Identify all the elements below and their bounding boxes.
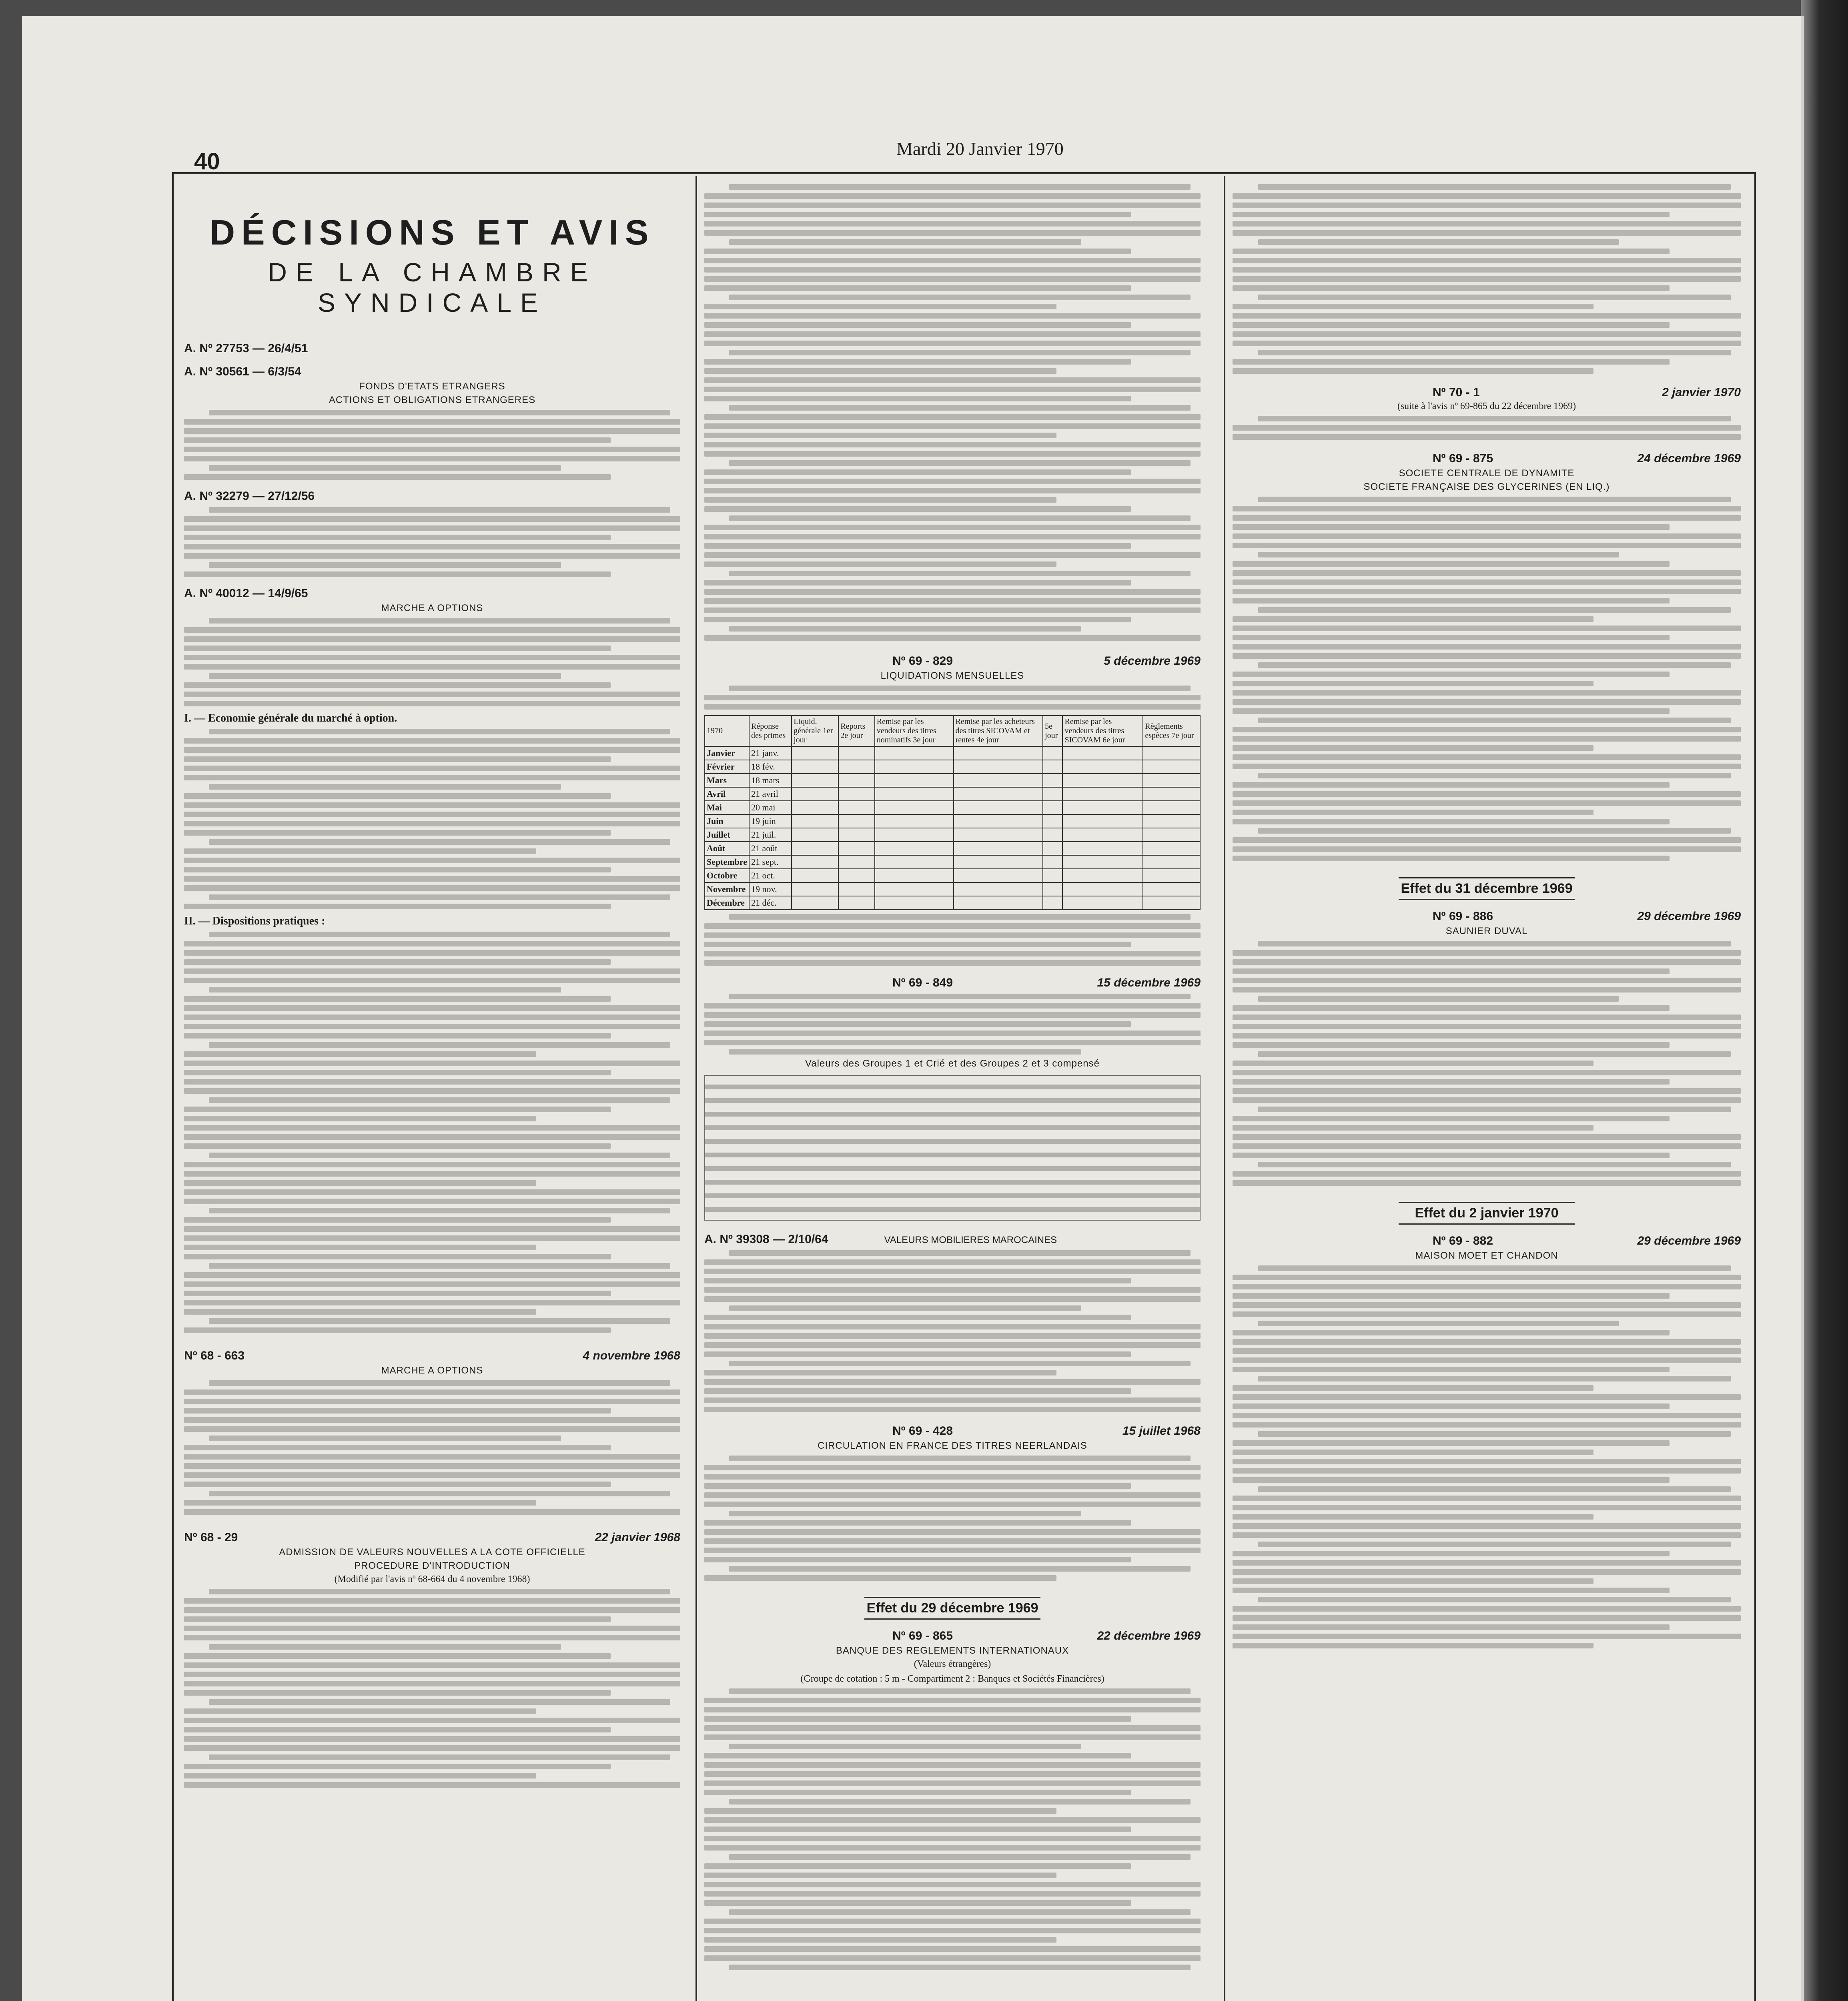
- table-cell: [1062, 801, 1143, 814]
- notice-number: Nº 69 - 886: [1433, 910, 1493, 923]
- table-cell: [792, 814, 838, 828]
- table-cell: [838, 882, 875, 896]
- table-cell: [792, 774, 838, 787]
- table-cell: [792, 828, 838, 842]
- table-cell: [1143, 801, 1200, 814]
- body-text: [184, 1380, 680, 1515]
- notice-number: Nº 69 - 882: [1433, 1234, 1493, 1247]
- table-cell: [838, 855, 875, 869]
- table-cell: [792, 746, 838, 760]
- body-text: [184, 1589, 680, 1788]
- liquidation-table: [704, 715, 1201, 910]
- table-cell: [1062, 760, 1143, 774]
- table-cell: [838, 869, 875, 882]
- body-text: [1233, 497, 1741, 861]
- table-cell: [875, 828, 954, 842]
- table-cell: [954, 801, 1043, 814]
- table-row: [705, 842, 1200, 855]
- body-text: [184, 729, 680, 909]
- notice-date: 2 janvier 1970: [1662, 386, 1741, 399]
- section-heading: II. — Dispositions pratiques :: [184, 915, 325, 927]
- body-text: [1233, 184, 1741, 374]
- notice-number: Nº 69 - 428: [892, 1424, 953, 1438]
- notice-date: 24 décembre 1969: [1637, 452, 1741, 465]
- month-cell: Octobre: [705, 869, 749, 882]
- notice-caption: SOCIETE CENTRALE DE DYNAMITE: [1399, 468, 1575, 479]
- notice-ref: A. Nº 27753 — 26/4/51: [184, 342, 308, 355]
- table-cell: [954, 842, 1043, 855]
- table-cell: [1143, 746, 1200, 760]
- table-cell: [838, 814, 875, 828]
- column-2: [704, 180, 1201, 1974]
- table-cell: [1043, 787, 1062, 801]
- table-cell: [1143, 869, 1200, 882]
- notice-date: 29 décembre 1969: [1637, 910, 1741, 923]
- dates-table: [704, 1075, 1201, 1221]
- table-cell: [838, 828, 875, 842]
- table-cell: [792, 787, 838, 801]
- notice-number: Nº 69 - 865: [892, 1629, 953, 1642]
- effective-date-heading: Effet du 29 décembre 1969: [864, 1597, 1040, 1620]
- table-cell: [875, 896, 954, 910]
- table-header-cell: Règlements espèces 7e jour: [1143, 716, 1200, 746]
- notice-number: Nº 68 - 29: [184, 1531, 238, 1544]
- body-text: [704, 994, 1201, 1055]
- table-cell: [838, 774, 875, 787]
- table-header-cell: Reports 2e jour: [838, 716, 875, 746]
- effective-date-heading: Effet du 31 décembre 1969: [1399, 877, 1575, 900]
- premium-date-cell: 20 mai: [749, 801, 792, 814]
- table-cell: [1143, 896, 1200, 910]
- table-cell: [1043, 760, 1062, 774]
- table-cell: [954, 814, 1043, 828]
- table-cell: [838, 801, 875, 814]
- body-text: [184, 410, 680, 480]
- table-cell: [1143, 855, 1200, 869]
- body-text: [704, 1250, 1201, 1412]
- table-header-cell: 5e jour: [1043, 716, 1062, 746]
- notice-caption: SOCIETE FRANÇAISE DES GLYCERINES (EN LIQ.): [1363, 481, 1610, 492]
- table-cell: [1043, 746, 1062, 760]
- month-cell: Mars: [705, 774, 749, 787]
- table-cell: [1062, 746, 1143, 760]
- table-cell: [1062, 828, 1143, 842]
- issue-date: Mardi 20 Janvier 1970: [896, 138, 1064, 159]
- notice-ref: [184, 1531, 680, 1544]
- month-cell: Août: [705, 842, 749, 855]
- column-1: [184, 180, 680, 1791]
- table-row: [705, 814, 1200, 828]
- table-header-cell: Réponse des primes: [749, 716, 792, 746]
- body-text: [184, 507, 680, 577]
- month-cell: Juillet: [705, 828, 749, 842]
- notice-subcaption: (Modifié par l'avis nº 68-664 du 4 novembre 1968): [334, 1574, 530, 1584]
- body-text: [1233, 416, 1741, 440]
- notice-ref: [1233, 910, 1741, 923]
- notice-caption: PROCEDURE D'INTRODUCTION: [354, 1560, 510, 1571]
- table-cell: [954, 828, 1043, 842]
- premium-date-cell: 21 août: [749, 842, 792, 855]
- table-header-cell: 1970: [705, 716, 749, 746]
- notice-ref: [1233, 386, 1741, 399]
- table-cell: [838, 896, 875, 910]
- notice-date: 22 janvier 1968: [595, 1531, 680, 1544]
- notice-ref: [704, 976, 1201, 990]
- notice-caption: SAUNIER DUVAL: [1445, 926, 1528, 936]
- notice-ref: [704, 1424, 1201, 1438]
- notice-date: 29 décembre 1969: [1637, 1234, 1741, 1247]
- notice-number: Nº 70 - 1: [1433, 386, 1480, 399]
- premium-date-cell: 21 janv.: [749, 746, 792, 760]
- notice-caption: CIRCULATION EN FRANCE DES TITRES NEERLANDAIS: [818, 1440, 1087, 1451]
- table-cell: [875, 760, 954, 774]
- table-cell: [1062, 842, 1143, 855]
- table-row: [705, 882, 1200, 896]
- notice-ref: A. Nº 32279 — 27/12/56: [184, 489, 315, 503]
- column-rule-2: [1224, 176, 1225, 2001]
- table-cell: [1062, 882, 1143, 896]
- column-3: [1233, 180, 1741, 1652]
- table-header-cell: Remise par les vendeurs des titres nominatifs 3e jour: [875, 716, 954, 746]
- table-cell: [1062, 814, 1143, 828]
- month-cell: Janvier: [705, 746, 749, 760]
- notice-number: Nº 69 - 875: [1433, 452, 1493, 465]
- table-cell: [1062, 774, 1143, 787]
- table-cell: [954, 882, 1043, 896]
- table-cell: [954, 746, 1043, 760]
- body-text: [1233, 941, 1741, 1186]
- month-cell: Février: [705, 760, 749, 774]
- table-cell: [792, 882, 838, 896]
- notice-ref: A. Nº 30561 — 6/3/54: [184, 365, 301, 378]
- premium-date-cell: 21 juil.: [749, 828, 792, 842]
- table-cell: [838, 842, 875, 855]
- table-row: [705, 869, 1200, 882]
- notice-number: A. Nº 39308 — 2/10/64: [704, 1233, 828, 1246]
- month-cell: Novembre: [705, 882, 749, 896]
- notice-ref: [1233, 1234, 1741, 1248]
- notice-ref: [1233, 452, 1741, 465]
- notice-caption: ADMISSION DE VALEURS NOUVELLES A LA COTE OFFICIELLE: [279, 1547, 585, 1558]
- month-cell: Avril: [705, 787, 749, 801]
- table-cell: [875, 801, 954, 814]
- table-cell: [875, 774, 954, 787]
- body-text: [704, 686, 1201, 710]
- table-cell: [954, 869, 1043, 882]
- table-row: [705, 760, 1200, 774]
- premium-date-cell: 21 avril: [749, 787, 792, 801]
- notice-caption: MAISON MOET ET CHANDON: [1415, 1250, 1558, 1261]
- table-cell: [792, 896, 838, 910]
- table-cell: [1043, 774, 1062, 787]
- notice-caption: LIQUIDATIONS MENSUELLES: [880, 670, 1024, 681]
- table-cell: [1143, 882, 1200, 896]
- notice-ref: [704, 1233, 1201, 1246]
- table-cell: [792, 842, 838, 855]
- table-cell: [1062, 896, 1143, 910]
- table-cell: [875, 869, 954, 882]
- body-text: [184, 932, 680, 1333]
- table-header-cell: Liquid. générale 1er jour: [792, 716, 838, 746]
- notice-ref: [704, 1629, 1201, 1643]
- table-cell: [1143, 828, 1200, 842]
- page-subtitle: DE LA CHAMBRE SYNDICALE: [268, 257, 597, 317]
- table-cell: [875, 882, 954, 896]
- table-cell: [954, 896, 1043, 910]
- table-cell: [1143, 774, 1200, 787]
- notice-date: 15 décembre 1969: [1097, 976, 1201, 989]
- month-cell: Juin: [705, 814, 749, 828]
- notice-number: Nº 69 - 849: [892, 976, 953, 989]
- notice-caption: MARCHE A OPTIONS: [381, 603, 483, 614]
- table-cell: [1043, 855, 1062, 869]
- notice-caption: MARCHE A OPTIONS: [381, 1365, 483, 1376]
- table-row: [705, 774, 1200, 787]
- table-cell: [875, 855, 954, 869]
- notice-date: 4 novembre 1968: [583, 1349, 680, 1362]
- table-cell: [792, 801, 838, 814]
- body-text: [1233, 1265, 1741, 1648]
- body-text: [704, 184, 1201, 641]
- notice-ref: A. Nº 40012 — 14/9/65: [184, 587, 308, 600]
- table-cell: [1043, 828, 1062, 842]
- notice-date: 22 décembre 1969: [1097, 1629, 1201, 1642]
- premium-date-cell: 18 fév.: [749, 760, 792, 774]
- notice-caption: BANQUE DES REGLEMENTS INTERNATIONAUX: [836, 1645, 1069, 1656]
- notice-subcaption: (Groupe de cotation : 5 m - Compartiment 2 : Banques et Sociétés Financières): [800, 1674, 1104, 1684]
- effective-date-heading: Effet du 2 janvier 1970: [1399, 1202, 1575, 1225]
- page-number: 40: [194, 148, 220, 174]
- binding-spine: [1801, 0, 1848, 2001]
- table-cell: [1043, 869, 1062, 882]
- table-cell: [875, 814, 954, 828]
- notice-caption: FONDS D'ETATS ETRANGERS: [359, 381, 505, 392]
- premium-date-cell: 19 juin: [749, 814, 792, 828]
- table-cell: [838, 787, 875, 801]
- premium-date-cell: 21 déc.: [749, 896, 792, 910]
- table-cell: [1062, 869, 1143, 882]
- table-row: [705, 896, 1200, 910]
- table-row: [705, 801, 1200, 814]
- table-cell: [838, 760, 875, 774]
- table-cell: [1043, 801, 1062, 814]
- table-cell: [792, 855, 838, 869]
- body-text: [184, 618, 680, 706]
- month-cell: Mai: [705, 801, 749, 814]
- table-header-cell: Remise par les vendeurs des titres SICOVAM 6e jour: [1062, 716, 1143, 746]
- body-text: [704, 1688, 1201, 1970]
- table-cell: [1143, 842, 1200, 855]
- body-text: [704, 914, 1201, 966]
- premium-date-cell: 21 sept.: [749, 855, 792, 869]
- notice-subcaption: (Valeurs étrangères): [914, 1659, 991, 1669]
- table-cell: [1143, 787, 1200, 801]
- table-row: [705, 828, 1200, 842]
- notice-number: Nº 69 - 829: [892, 654, 953, 668]
- table-cell: [1143, 760, 1200, 774]
- table-cell: [792, 760, 838, 774]
- table-row: [705, 787, 1200, 801]
- notice-ref: [704, 654, 1201, 668]
- month-cell: Septembre: [705, 855, 749, 869]
- table-cell: [875, 842, 954, 855]
- notice-date: 15 juillet 1968: [1122, 1424, 1201, 1438]
- table-cell: [1062, 787, 1143, 801]
- table-cell: [1043, 882, 1062, 896]
- table-header-cell: Remise par les acheteurs des titres SICOVAM et rentes 4e jour: [954, 716, 1043, 746]
- table-cell: [1062, 855, 1143, 869]
- table-caption: Valeurs des Groupes 1 et Crié et des Groupes 2 et 3 compensé: [805, 1058, 1100, 1069]
- notice-date: 5 décembre 1969: [1104, 654, 1201, 668]
- notice-number: Nº 68 - 663: [184, 1349, 245, 1362]
- table-cell: [1043, 896, 1062, 910]
- premium-date-cell: 19 nov.: [749, 882, 792, 896]
- table-row: [705, 746, 1200, 760]
- table-cell: [1043, 842, 1062, 855]
- premium-date-cell: 21 oct.: [749, 869, 792, 882]
- notice-caption: ACTIONS ET OBLIGATIONS ETRANGERES: [329, 395, 536, 405]
- column-rule-1: [696, 176, 697, 2001]
- table-cell: [954, 855, 1043, 869]
- body-text: [704, 1456, 1201, 1581]
- table-cell: [875, 787, 954, 801]
- premium-date-cell: 18 mars: [749, 774, 792, 787]
- table-cell: [792, 869, 838, 882]
- table-cell: [1043, 814, 1062, 828]
- table-cell: [838, 746, 875, 760]
- table-cell: [875, 746, 954, 760]
- table-row: [705, 855, 1200, 869]
- page-title: DÉCISIONS ET AVIS: [209, 213, 655, 252]
- month-cell: Décembre: [705, 896, 749, 910]
- table-cell: [954, 760, 1043, 774]
- section-heading: I. — Economie générale du marché à option.: [184, 712, 397, 724]
- notice-subcaption: (suite à l'avis nº 69-865 du 22 décembre 1969): [1397, 401, 1576, 411]
- table-cell: [954, 787, 1043, 801]
- notice-caption: VALEURS MOBILIERES MAROCAINES: [884, 1235, 1057, 1245]
- table-cell: [954, 774, 1043, 787]
- notice-ref: [184, 1349, 680, 1363]
- table-cell: [1143, 814, 1200, 828]
